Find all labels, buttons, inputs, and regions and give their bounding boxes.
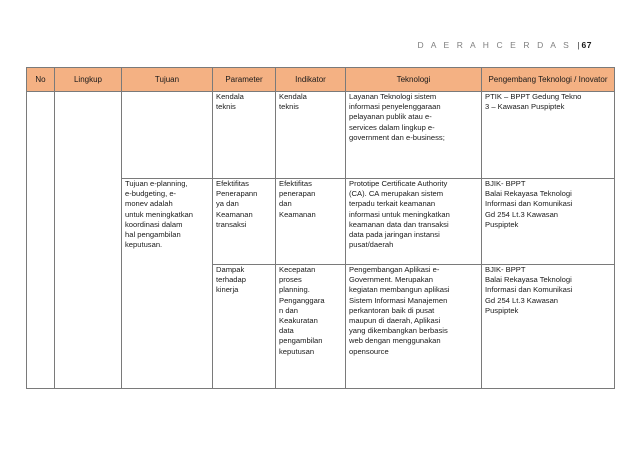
cell-pengembang: BJIK- BPPT Balai Rekayasa Teknologi Informasi dan Komunikasi Gd 254 Lt.3 Kawasan Puspiptek (482, 265, 615, 389)
cell-lingkup (55, 92, 122, 389)
technology-table (26, 67, 615, 389)
column-header-teknologi: Teknologi (346, 68, 482, 92)
page-header (418, 40, 592, 50)
cell-indikator: Kendala teknis (276, 92, 346, 179)
cell-pengembang: PTIK – BPPT Gedung Tekno 3 – Kawasan Puspiptek (482, 92, 615, 179)
column-header-lingkup: Lingkup (55, 68, 122, 92)
cell-tujuan: Tujuan e-planning, e-budgeting, e- monev adalah untuk meningkatkan koordinasi dalam hal pengambilan keputusan. (122, 179, 213, 389)
page-number: 67 (581, 40, 592, 50)
document-title: D A E R A H C E R D A S (417, 40, 572, 50)
cell-teknologi: Prototipe Certificate Authority (CA). CA merupakan sistem terpadu terkait keamanan informasi untuk meningkatkan keamanan data dan transaksi data pada jaringan instansi pusat/daerah (346, 179, 482, 265)
cell-teknologi: Pengembangan Aplikasi e- Government. Merupakan kegiatan membangun aplikasi Sistem Informasi Manajemen perkantoran baik di pusat maupun di daerah, Aplikasi yang dikembangkan berbasis web dengan menggunakan opensource (346, 265, 482, 389)
column-header-tujuan: Tujuan (122, 68, 213, 92)
cell-no (27, 92, 55, 389)
column-header-parameter: Parameter (213, 68, 276, 92)
cell-indikator: Efektifitas penerapan dan Keamanan (276, 179, 346, 265)
column-header-pengembang: Pengembang Teknologi / Inovator (482, 68, 615, 92)
cell-teknologi: Layanan Teknologi sistem informasi penyelenggaraan pelayanan publik atau e- services dalam lingkup e- government dan e-business; (346, 92, 482, 179)
cell-indikator: Kecepatan proses planning. Penganggara n dan Keakuratan data pengambilan keputusan (276, 265, 346, 389)
column-header-indikator: Indikator (276, 68, 346, 92)
header-separator: | (577, 40, 580, 50)
cell-parameter: Kendala teknis (213, 92, 276, 179)
cell-tujuan (122, 92, 213, 179)
cell-parameter: Efektifitas Penerapann ya dan Keamanan transaksi (213, 179, 276, 265)
cell-parameter: Dampak terhadap kinerja (213, 265, 276, 389)
column-header-no: No (27, 68, 55, 92)
table-row (27, 92, 615, 179)
table-header-row (27, 68, 615, 92)
cell-pengembang: BJIK- BPPT Balai Rekayasa Teknologi Informasi dan Komunikasi Gd 254 Lt.3 Kawasan Puspiptek (482, 179, 615, 265)
